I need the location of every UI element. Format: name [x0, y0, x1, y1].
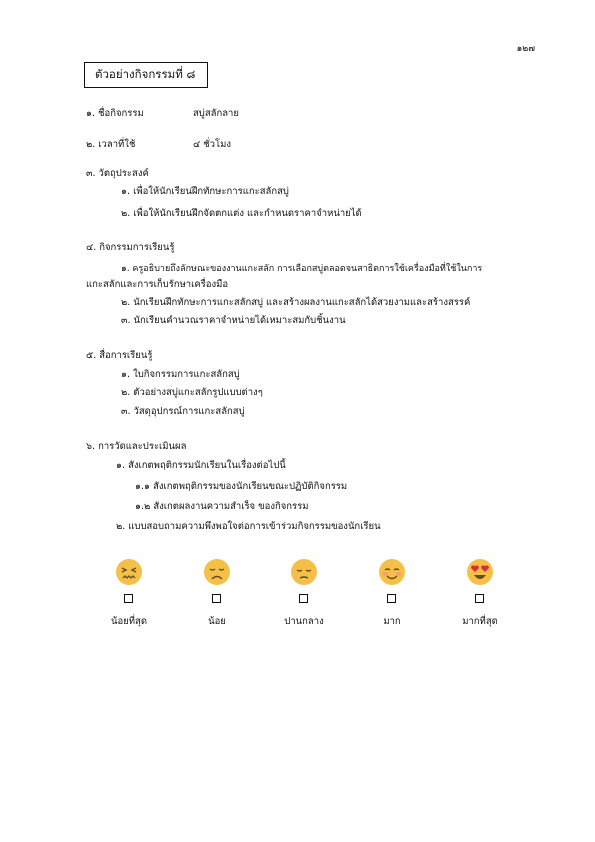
objective-item: ๑. เพื่อให้นักเรียนฝึกทักษะการแกะสลักสบู่	[121, 186, 289, 197]
activities-heading: ๔. กิจกรรมการเรียนรู้	[86, 242, 175, 253]
rating-checkbox[interactable]	[299, 594, 308, 603]
pensive-face-icon	[290, 558, 318, 586]
media-heading: ๕. สื่อการเรียนรู้	[86, 350, 153, 361]
activity-title-box: ตัวอย่างกิจกรรมที่ ๘	[84, 62, 208, 88]
evaluation-sub-1-item: ๑.๒ สังเกตผลงานความสำเร็จ ของกิจกรรม	[135, 501, 309, 512]
evaluation-sub-1-item: ๑.๑ สังเกตพฤติกรรมของนักเรียนขณะปฏิบัติกิจกรรม	[135, 481, 348, 492]
rating-checkbox[interactable]	[212, 594, 221, 603]
rating-label: น้อย	[208, 616, 226, 627]
evaluation-sub-1: ๑. สังเกตพฤติกรรมนักเรียนในเรื่องต่อไปนี้	[116, 460, 286, 471]
rating-checkbox[interactable]	[475, 594, 484, 603]
rating-label: มาก	[383, 616, 401, 627]
activity-name-label: ๑. ชื่อกิจกรรม	[86, 108, 144, 119]
activity-step-1-cont: แกะสลักและการเก็บรักษาเครื่องมือ	[86, 279, 229, 290]
media-item: ๑. ใบกิจกรรมการแกะสลักสบู่	[121, 369, 240, 380]
activity-name-value: สบู่สลักลาย	[193, 108, 239, 119]
activity-step-3: ๓. นักเรียนคำนวณราคาจำหน่ายได้เหมาะสมกับชิ้นงาน	[121, 315, 346, 326]
rating-checkbox[interactable]	[387, 594, 396, 603]
time-used-label: ๒. เวลาที่ใช้	[86, 139, 136, 150]
page-number: ๑๒๗	[516, 44, 535, 54]
rating-checkbox[interactable]	[124, 594, 133, 603]
media-item: ๒. ตัวอย่างสบู่แกะสลักรูปแบบต่างๆ	[121, 387, 263, 398]
heart-eyes-face-icon	[466, 558, 494, 586]
rating-label: ปานกลาง	[284, 616, 324, 627]
evaluation-sub-2: ๒. แบบสอบถามความพึงพอใจต่อการเข้าร่วมกิจกรรมของนักเรียน	[116, 521, 381, 532]
rating-label: มากที่สุด	[462, 616, 498, 627]
objectives-heading: ๓. วัตถุประสงค์	[86, 168, 149, 179]
media-item: ๓. วัสดุอุปกรณ์การแกะสลักสบู่	[121, 406, 245, 417]
objective-item: ๒. เพื่อให้นักเรียนฝึกจัดตกแต่ง และกำหนดราคาจำหน่ายได้	[121, 208, 362, 219]
confounded-face-icon	[115, 558, 143, 586]
disappointed-face-icon	[203, 558, 231, 586]
activity-step-2: ๒. นักเรียนฝึกทักษะการแกะสลักสบู่ และสร้างผลงานแกะสลักได้สวยงามและสร้างสรรค์	[121, 297, 471, 308]
time-used-value: ๔ ชั่วโมง	[193, 139, 231, 150]
activity-step-1: ๑. ครูอธิบายถึงลักษณะของงานแกะสลัก การเลือกสบู่ตลอดจนสาธิตการใช้เครื่องมือที่ใช้ในการ	[121, 264, 483, 274]
evaluation-heading: ๖. การวัดและประเมินผล	[86, 441, 187, 452]
rating-label: น้อยที่สุด	[111, 616, 147, 627]
relieved-smile-face-icon	[378, 558, 406, 586]
